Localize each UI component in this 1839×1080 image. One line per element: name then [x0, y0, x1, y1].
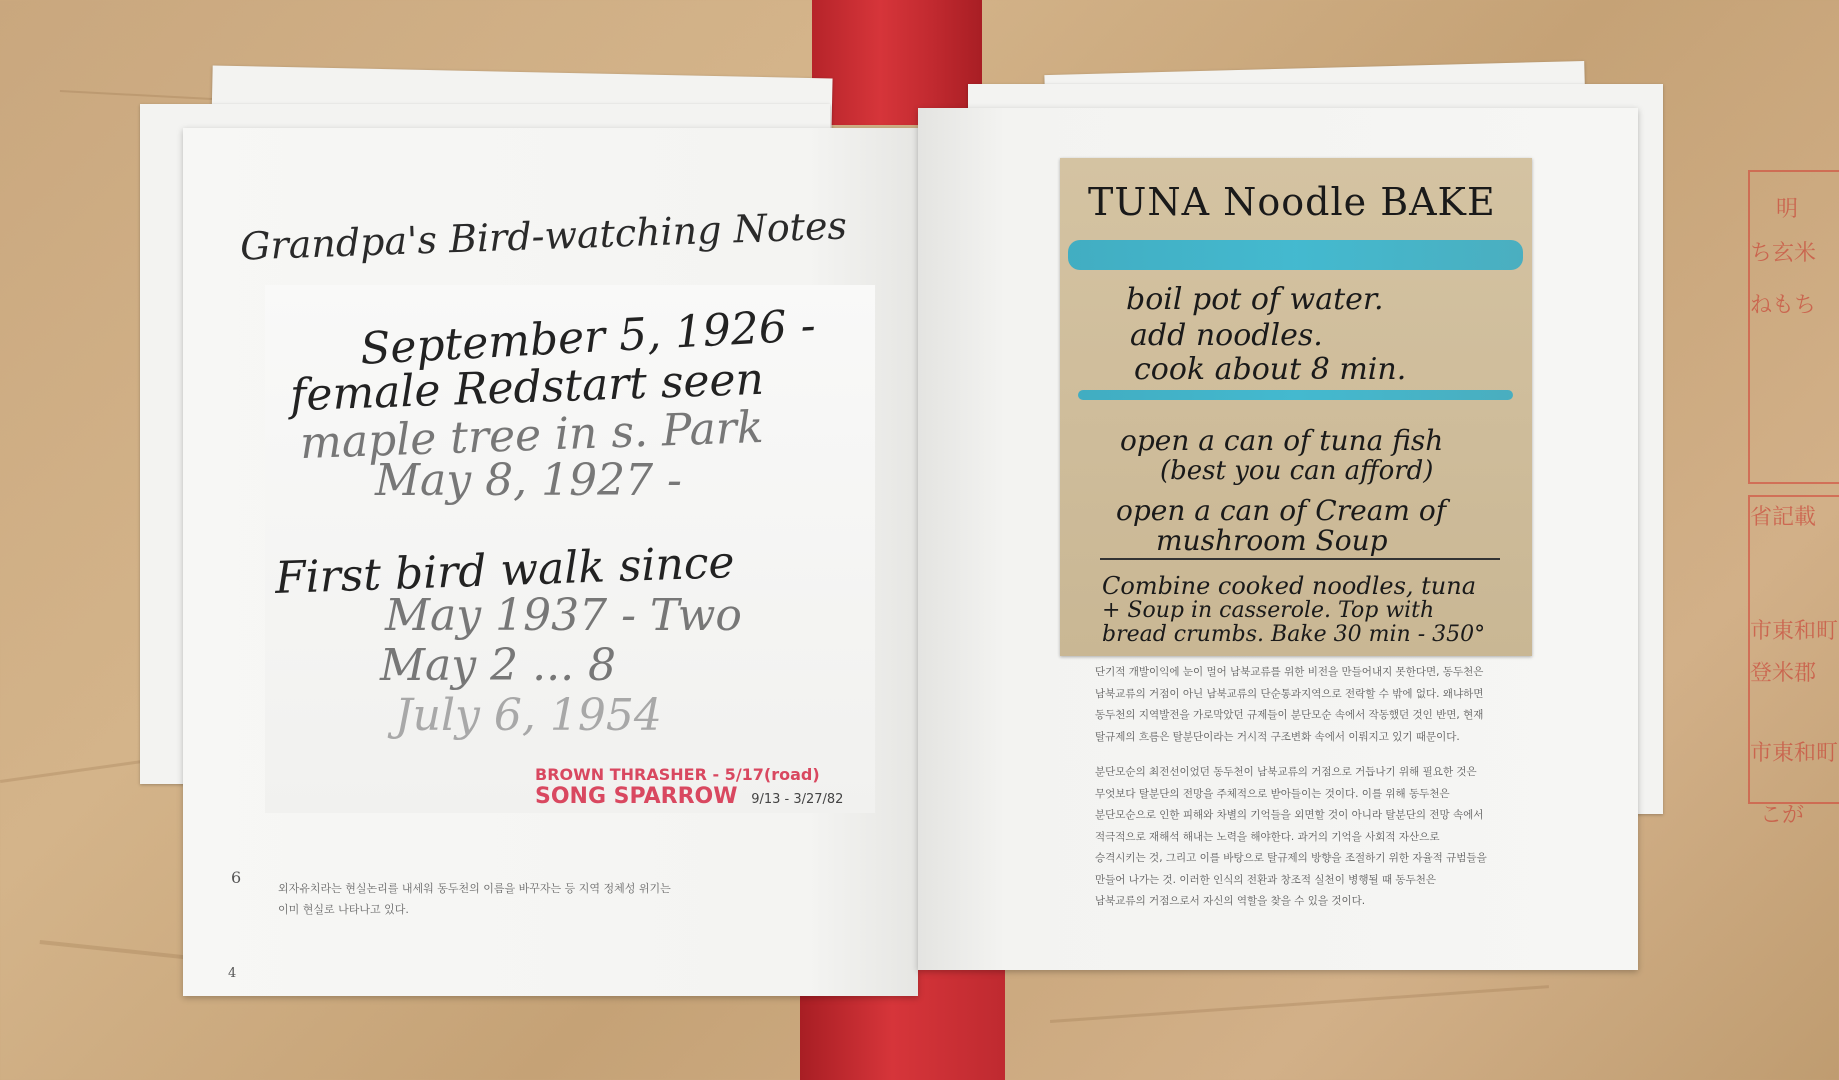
stamp-text: 市東和町: [1750, 619, 1839, 644]
stamp-text: 明: [1776, 197, 1799, 222]
body-line: 동두천의 지역발전을 가로막았던 규제들이 분단모순 속에서 작동했던 것인 반면, 현재: [1095, 709, 1484, 721]
kraft-fold-3: [1050, 985, 1549, 1023]
stamp-text: ち玄米: [1750, 241, 1817, 266]
recipe-step: add noodles.: [1130, 318, 1323, 353]
body-paragraph-1: [1095, 662, 1550, 748]
note-line: July 6, 1954: [395, 690, 662, 741]
body-line: 분단모순의 최전선이었던 동두천이 남북교류의 거점으로 거듭나기 위해 필요한 것은: [1095, 766, 1477, 778]
caption-line: 외자유치라는 현실논리를 내세워 동두천의 이름을 바꾸자는 등 지역 정체성 위기는: [278, 882, 671, 895]
page-number-bottom: 4: [228, 966, 237, 981]
recipe-step: (best you can afford): [1160, 456, 1434, 486]
left-caption: [278, 878, 798, 920]
background-stamp-sheet: [1740, 170, 1839, 828]
stamp-text: 省記載: [1750, 505, 1817, 530]
note-line: May 2 ... 8: [380, 640, 617, 691]
caption-line: 이미 현실로 나타나고 있다.: [278, 903, 409, 916]
body-line: 남북교류의 거점으로서 자신의 역할을 찾을 수 있을 것이다.: [1095, 895, 1366, 907]
body-line: 남북교류의 거점이 아닌 남북교류의 단순통과지역으로 전락할 수 밖에 없다. 왜냐하면: [1095, 687, 1484, 700]
bird-entry-text: BROWN THRASHER - 5/17(road): [535, 765, 820, 784]
body-line: 단기적 개발이익에 눈이 멀어 남북교류를 위한 비전을 만들어내지 못한다면, 동두천은: [1095, 666, 1484, 678]
body-line: 무엇보다 탈분단의 전망을 주체적으로 받아들이는 것이다. 이를 위해 동두천은: [1095, 787, 1450, 800]
note-line: May 8, 1927 -: [375, 455, 682, 506]
body-line: 적극적으로 재해석 해내는 노력을 해야한다. 과거의 기억을 사회적 자산으로: [1095, 830, 1440, 843]
stamp-text: 市東和町: [1750, 741, 1839, 766]
recipe-step: Combine cooked noodles, tuna: [1102, 572, 1477, 600]
body-paragraph-2: [1095, 762, 1550, 913]
recipe-step: boil pot of water.: [1126, 282, 1384, 317]
bird-entry-brown-thrasher: [535, 765, 820, 784]
note-line: maple tree in s. Park: [299, 401, 765, 470]
note-line: First bird walk since: [274, 536, 736, 605]
recipe-step: open a can of Cream of: [1116, 494, 1447, 527]
body-line: 분단모순으로 인한 피해와 차별의 기억들을 외면할 것이 아니라 탈분단의 전망 속에서: [1095, 809, 1484, 821]
recipe-step: bread crumbs. Bake 30 min - 350°: [1102, 622, 1486, 647]
recipe-step: mushroom Soup: [1156, 524, 1388, 557]
body-line: 승격시키는 것, 그리고 이를 바탕으로 탈규제의 방향을 조절하기 위한 자율적 규범들을: [1095, 852, 1487, 864]
note-line: female Redstart seen: [289, 353, 765, 422]
recipe-step: cook about 8 min.: [1134, 352, 1407, 387]
stamp-text: こが: [1760, 803, 1805, 828]
blue-highlight-stroke: [1078, 390, 1513, 400]
bird-entry-song-sparrow: [535, 784, 843, 809]
bird-entry-date: 9/13 - 3/27/82: [751, 792, 844, 807]
page-title: Grandpa's Bird-watching Notes: [239, 203, 848, 269]
bird-entry-text: SONG SPARROW: [535, 784, 738, 809]
divider-line: [1100, 558, 1500, 560]
page-number: 6: [231, 868, 242, 887]
recipe-step: + Soup in casserole. Top with: [1102, 598, 1435, 623]
body-line: 만들어 나가는 것. 이러한 인식의 전환과 창조적 실천이 병행될 때 동두천은: [1095, 873, 1437, 886]
recipe-step: open a can of tuna fish: [1120, 424, 1444, 457]
recipe-title: TUNA Noodle BAKE: [1088, 180, 1496, 224]
red-ribbon-top: [812, 0, 982, 125]
body-line: 탈규제의 흐름은 탈분단이라는 거시적 구조변화 속에서 이뤄지고 있기 때문이다.: [1095, 730, 1460, 743]
stamp-text: ねもち: [1750, 293, 1817, 318]
recipe-card: [1060, 158, 1532, 656]
stamp-text: 登米郡: [1750, 661, 1817, 686]
note-line: May 1937 - Two: [385, 590, 742, 641]
note-line: September 5, 1926 -: [358, 300, 817, 375]
blue-highlight-stroke: [1068, 240, 1523, 270]
